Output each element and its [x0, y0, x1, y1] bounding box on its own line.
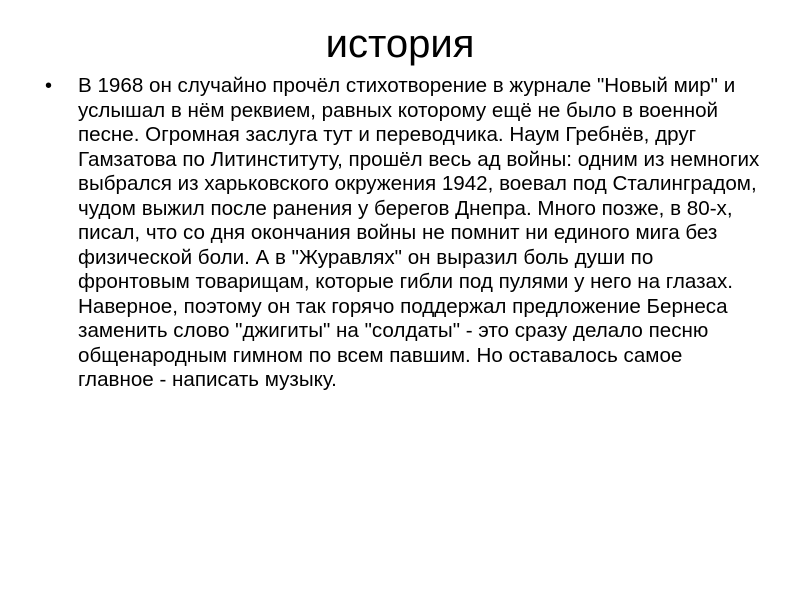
bullet-item: [40, 74, 760, 393]
slide-body: [40, 74, 760, 393]
bullet-text: В 1968 он случайно прочёл стихотворение в журнале "Новый мир" и услышал в нём реквием, равных которому ещё не было в военной песне. Огромная заслуга тут и переводчика. Наум Гребнёв, друг Гамзатова по Литинституту, прошёл весь ад войны: одним из немногих выбрался из харьковского окружения 1942, воевал под Сталинградом, чудом выжил после ранения у берегов Днепра. Много позже, в 80-х, писал, что со дня окончания войны не помнит ни единого мига без физической боли. А в "Журавлях" он выразил боль души по фронтовым товарищам, которые гибли под пулями у него на глазах. Наверное, поэтому он так горячо поддержал предложение Бернеса заменить слово "джигиты" на "солдаты" - это сразу делало песню общенародным гимном по всем павшим. Но оставалось самое главное - написать музыку.: [78, 74, 760, 391]
slide-title: история: [325, 22, 475, 66]
bullet-icon: •: [45, 75, 53, 97]
